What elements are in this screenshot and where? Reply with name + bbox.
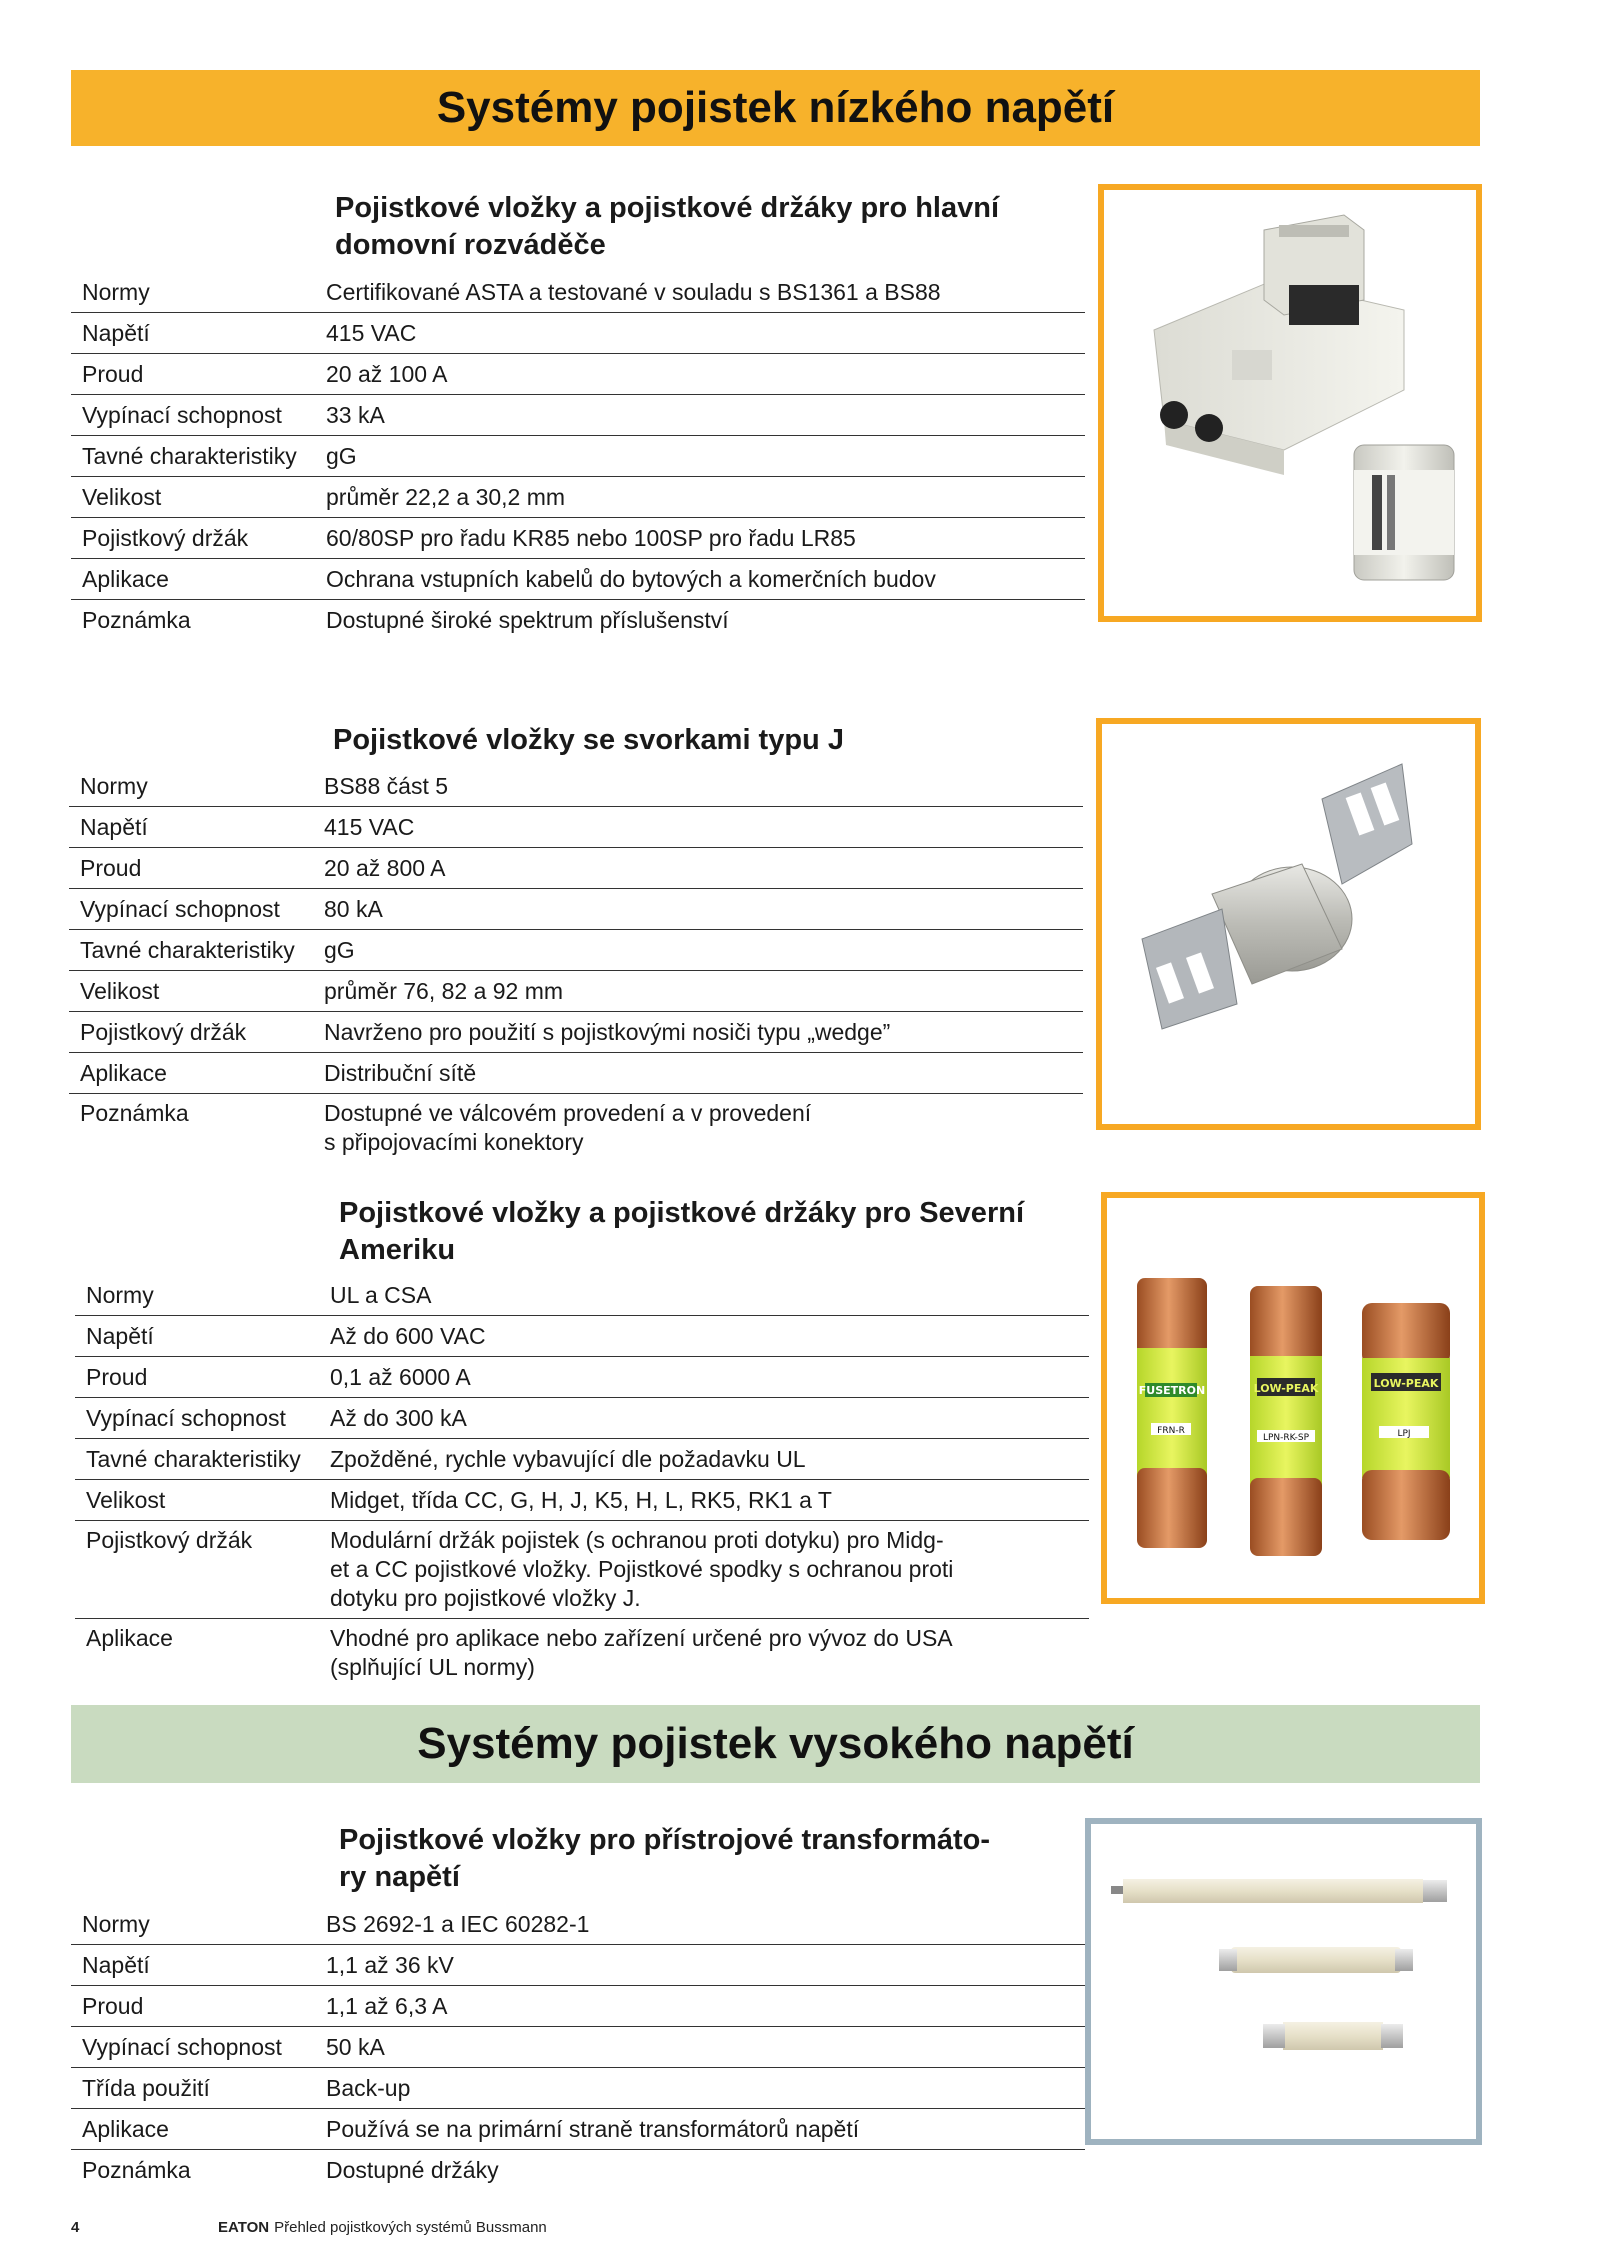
section-north-america bbox=[71, 1195, 1085, 1695]
spec-row bbox=[71, 1904, 1085, 1945]
spec-row bbox=[71, 477, 1085, 518]
spec-row bbox=[75, 1275, 1089, 1316]
high-voltage-banner bbox=[71, 1705, 1480, 1783]
spec-row bbox=[71, 436, 1085, 477]
section-title: Pojistkové vložky se svorkami typu J bbox=[333, 724, 844, 756]
high-voltage-tube-fuses-image bbox=[1085, 1818, 1482, 2145]
fuse1-name: FUSETRON bbox=[1138, 1384, 1206, 1397]
spec-value: Back-up bbox=[326, 2074, 411, 2101]
spec-value: Dostupné široké spektrum příslušenství bbox=[326, 606, 729, 633]
section-title: Pojistkové vložky pro přístrojové transformáto- ry napětí bbox=[339, 1824, 991, 1893]
spec-key: Vypínací schopnost bbox=[82, 401, 282, 428]
section-j-type bbox=[71, 722, 1085, 1162]
spec-value: BS 2692-1 a IEC 60282-1 bbox=[326, 1910, 590, 1937]
spec-value: 33 kA bbox=[326, 401, 385, 428]
spec-key: Poznámka bbox=[80, 1100, 189, 1126]
section-title: Pojistkové vložky a pojistkové držáky pro Severní Ameriku bbox=[339, 1197, 1024, 1266]
north-american-cartridge-fuses-image bbox=[1101, 1192, 1485, 1604]
spec-value: BS88 část 5 bbox=[324, 772, 449, 799]
spec-value: Distribuční sítě bbox=[324, 1059, 477, 1086]
fuse3-name: LOW-PEAK bbox=[1373, 1377, 1439, 1390]
spec-key: Proud bbox=[80, 854, 142, 881]
spec-table bbox=[69, 766, 1083, 1162]
spec-key: Napětí bbox=[82, 1951, 150, 1978]
spec-row bbox=[75, 1480, 1089, 1521]
section-title: Pojistkové vložky a pojistkové držáky pro hlavní domovní rozváděče bbox=[335, 192, 1000, 261]
spec-key: Napětí bbox=[82, 319, 150, 346]
section-main-distribution bbox=[71, 190, 1085, 633]
spec-row bbox=[75, 1619, 1089, 1687]
spec-row bbox=[69, 930, 1083, 971]
spec-value: gG bbox=[324, 936, 355, 963]
spec-row bbox=[71, 2068, 1085, 2109]
spec-key: Poznámka bbox=[82, 606, 191, 633]
spec-key: Vypínací schopnost bbox=[80, 895, 280, 922]
spec-row bbox=[69, 766, 1083, 807]
cartridge-fuses-icon bbox=[1107, 1198, 1479, 1598]
spec-value: Modulární držák pojistek (s ochranou proti dotyku) pro Midg- et a CC pojistkové vložky. Pojistkové spodky s ochranou proti dotyku pro pojistkové vložky J. bbox=[330, 1527, 954, 1611]
j-type-bolted-fuse-icon bbox=[1102, 724, 1475, 1124]
high-voltage-heading: Systémy pojistek vysokého napětí bbox=[417, 1719, 1134, 1768]
spec-key: Vypínací schopnost bbox=[82, 2033, 282, 2060]
spec-row bbox=[69, 1012, 1083, 1053]
hv-tube-fuses-icon bbox=[1091, 1824, 1476, 2139]
page-number: 4 bbox=[71, 2219, 80, 2236]
spec-row bbox=[71, 395, 1085, 436]
spec-value: Midget, třída CC, G, H, J, K5, H, L, RK5, RK1 a T bbox=[330, 1486, 832, 1513]
spec-row bbox=[71, 313, 1085, 354]
spec-row bbox=[69, 848, 1083, 889]
spec-row bbox=[71, 2150, 1085, 2190]
spec-row bbox=[75, 1521, 1089, 1619]
spec-key: Normy bbox=[82, 1910, 150, 1937]
spec-value: Ochrana vstupních kabelů do bytových a komerčních budov bbox=[326, 565, 936, 592]
page-footer bbox=[71, 2219, 547, 2236]
spec-row bbox=[75, 1439, 1089, 1480]
spec-value: Dostupné držáky bbox=[326, 2156, 499, 2183]
spec-value: 20 až 100 A bbox=[326, 360, 448, 387]
spec-row bbox=[69, 807, 1083, 848]
spec-value: Používá se na primární straně transformátorů napětí bbox=[326, 2115, 860, 2142]
spec-key: Napětí bbox=[86, 1322, 154, 1349]
spec-key: Napětí bbox=[80, 813, 148, 840]
spec-key: Proud bbox=[82, 360, 144, 387]
spec-value: Certifikované ASTA a testované v souladu s BS1361 a BS88 bbox=[326, 278, 941, 305]
spec-key: Aplikace bbox=[82, 2115, 169, 2142]
spec-value: 415 VAC bbox=[326, 319, 417, 346]
spec-key: Třída použití bbox=[82, 2074, 210, 2101]
spec-key: Pojistkový držák bbox=[82, 524, 249, 551]
spec-key: Aplikace bbox=[86, 1625, 173, 1651]
spec-value: 0,1 až 6000 A bbox=[330, 1363, 471, 1390]
spec-row bbox=[71, 559, 1085, 600]
spec-key: Poznámka bbox=[82, 2156, 191, 2183]
spec-row bbox=[71, 2109, 1085, 2150]
footer-text: Přehled pojistkových systémů Bussmann bbox=[274, 2219, 547, 2236]
fuse3-code: LPJ bbox=[1397, 1429, 1411, 1439]
section-hv-voltage-transformers bbox=[71, 1822, 1085, 2182]
spec-key: Proud bbox=[82, 1992, 144, 2019]
spec-value: gG bbox=[326, 442, 357, 469]
spec-key: Velikost bbox=[86, 1486, 166, 1513]
spec-row bbox=[75, 1398, 1089, 1439]
j-type-bolted-fuse-image bbox=[1096, 718, 1481, 1130]
spec-value: 50 kA bbox=[326, 2033, 385, 2060]
spec-key: Normy bbox=[80, 772, 148, 799]
spec-value: 80 kA bbox=[324, 895, 383, 922]
spec-row bbox=[71, 2027, 1085, 2068]
spec-key: Aplikace bbox=[82, 565, 169, 592]
spec-row bbox=[71, 600, 1085, 640]
low-voltage-heading: Systémy pojistek nízkého napětí bbox=[436, 83, 1115, 132]
spec-value: Navrženo pro použití s pojistkovými nosiči typu „wedge” bbox=[324, 1018, 891, 1045]
low-voltage-banner bbox=[71, 70, 1480, 146]
fuse1-code: FRN-R bbox=[1157, 1426, 1185, 1436]
spec-row bbox=[71, 518, 1085, 559]
spec-key: Pojistkový držák bbox=[86, 1527, 253, 1553]
spec-value: 1,1 až 36 kV bbox=[326, 1951, 454, 1978]
spec-row bbox=[75, 1316, 1089, 1357]
fuse2-code: LPN-RK-SP bbox=[1262, 1433, 1310, 1443]
spec-row bbox=[69, 889, 1083, 930]
spec-key: Normy bbox=[86, 1281, 154, 1308]
spec-row bbox=[71, 1945, 1085, 1986]
spec-value: Až do 300 kA bbox=[330, 1404, 467, 1431]
spec-value: 415 VAC bbox=[324, 813, 415, 840]
fuse-holder-carrier-icon bbox=[1104, 190, 1476, 616]
spec-value: 20 až 800 A bbox=[324, 854, 446, 881]
footer-brand: EATON bbox=[218, 2219, 270, 2236]
spec-row bbox=[75, 1357, 1089, 1398]
spec-table bbox=[71, 1904, 1085, 2190]
spec-key: Velikost bbox=[82, 483, 162, 510]
spec-value: průměr 22,2 a 30,2 mm bbox=[326, 483, 566, 510]
spec-value: Zpožděné, rychle vybavující dle požadavku UL bbox=[330, 1445, 806, 1472]
spec-key: Pojistkový držák bbox=[80, 1018, 247, 1045]
spec-row bbox=[71, 272, 1085, 313]
spec-row bbox=[69, 1053, 1083, 1094]
spec-key: Tavné charakteristiky bbox=[80, 936, 295, 963]
spec-row bbox=[71, 1986, 1085, 2027]
spec-value: UL a CSA bbox=[330, 1281, 432, 1308]
spec-key: Normy bbox=[82, 278, 150, 305]
spec-key: Velikost bbox=[80, 977, 160, 1004]
fuse-holder-carrier-image bbox=[1098, 184, 1482, 622]
spec-key: Tavné charakteristiky bbox=[82, 442, 297, 469]
spec-row bbox=[69, 1094, 1083, 1162]
spec-value: průměr 76, 82 a 92 mm bbox=[324, 977, 564, 1004]
spec-row bbox=[71, 354, 1085, 395]
fuse2-name: LOW-PEAK bbox=[1253, 1382, 1319, 1395]
spec-value: Vhodné pro aplikace nebo zařízení určené pro vývoz do USA (splňující UL normy) bbox=[330, 1625, 953, 1680]
spec-row bbox=[69, 971, 1083, 1012]
spec-key: Vypínací schopnost bbox=[86, 1404, 286, 1431]
spec-key: Aplikace bbox=[80, 1059, 167, 1086]
spec-key: Proud bbox=[86, 1363, 148, 1390]
spec-table bbox=[71, 272, 1085, 640]
spec-value: Až do 600 VAC bbox=[330, 1322, 486, 1349]
spec-value: 60/80SP pro řadu KR85 nebo 100SP pro řadu LR85 bbox=[326, 524, 856, 551]
spec-value: Dostupné ve válcovém provedení a v provedení s připojovacími konektory bbox=[324, 1100, 812, 1155]
spec-key: Tavné charakteristiky bbox=[86, 1445, 301, 1472]
spec-table bbox=[75, 1275, 1089, 1687]
spec-value: 1,1 až 6,3 A bbox=[326, 1992, 448, 2019]
